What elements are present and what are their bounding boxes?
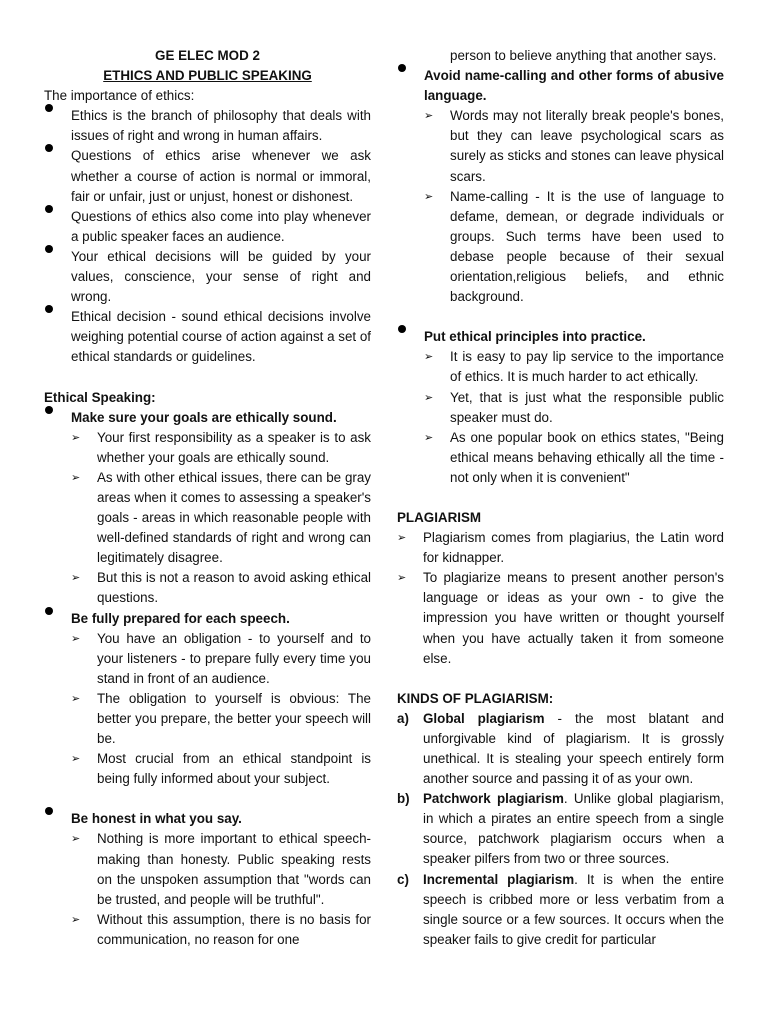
kind-item	[397, 789, 724, 869]
arrow-bullet-icon: ➢	[71, 572, 81, 585]
arrow-bullet-icon: ➢	[397, 532, 407, 545]
sub-item: ➢ It is easy to pay lip service to the importance of ethics. It is much harder to act ethically.	[424, 349, 724, 385]
arrow-bullet-icon: ➢	[71, 692, 81, 705]
arrow-bullet-icon: ➢	[71, 431, 81, 444]
arrow-bullet-icon: ➢	[424, 190, 434, 203]
arrow-bullet-icon: ➢	[71, 471, 81, 484]
kind-marker: c)	[397, 871, 409, 887]
right-column	[397, 46, 724, 950]
bullet-icon	[398, 64, 406, 72]
sub-item: ➢ Most crucial from an ethical standpoint is being fully informed about your subject.	[71, 751, 371, 787]
arrow-bullet-icon: ➢	[71, 632, 81, 645]
kind-item	[397, 709, 724, 789]
list-item: Put ethical principles into practice.	[397, 327, 724, 347]
list-item: Be honest in what you say.	[44, 809, 371, 829]
list-item: Questions of ethics arise whenever we ask whether a course of action is normal or immoral, fair or unfair, just or unjust, honest or dishonest.	[44, 146, 371, 206]
arrow-bullet-icon: ➢	[424, 391, 434, 404]
sub-item: ➢ Without this assumption, there is no basis for communication, no reason for one	[71, 911, 371, 947]
bullet-icon	[45, 406, 53, 414]
sub-item: ➢ Name-calling - It is the use of language to defame, demean, or degrade individuals or groups. Such terms have been used to debase people because of their sexual orientation,religious beliefs, and ethnic background.	[424, 188, 724, 305]
continued-text: person to believe anything that another says.	[450, 48, 717, 63]
sub-item: ➢ Plagiarism comes from plagiarius, the Latin word for kidnapper.	[397, 530, 724, 566]
section-heading: Ethical Speaking:	[44, 389, 156, 405]
arrow-bullet-icon: ➢	[71, 833, 81, 846]
kind-text: . It is when the entire speech is cribbed more or less verbatim from a single source or a few sources. It occurs when the speaker fails to give credit for particular	[423, 871, 724, 947]
intro-label: The importance of ethics:	[44, 88, 195, 104]
sub-item: ➢ As with other ethical issues, there can be gray areas when it comes to assessing a speaker's goals - areas in which reasonable people with well-defined standards of right and wrong can legitimately disagree.	[71, 469, 371, 566]
list-item: Ethics is the branch of philosophy that deals with issues of right and wrong in human affairs.	[44, 106, 371, 146]
kind-term: Incremental plagiarism	[423, 871, 575, 887]
module-subtitle: ETHICS AND PUBLIC SPEAKING	[103, 68, 312, 84]
sub-item: ➢ Words may not literally break people's bones, but they can leave psychological scars as surely as sticks and stones can leave physical scars.	[424, 108, 724, 184]
arrow-bullet-icon: ➢	[71, 913, 81, 926]
kind-term: Global plagiarism	[423, 710, 545, 726]
arrow-bullet-icon: ➢	[424, 431, 434, 444]
bullet-icon	[398, 325, 406, 333]
kind-text: . Unlike global plagiarism, in which a pirates an entire speech from a single source, patchwork plagiarism occurs when a speaker pilfers from two or three sources.	[423, 791, 724, 867]
bullet-icon	[45, 607, 53, 615]
bullet-icon	[45, 245, 53, 253]
bullet-icon	[45, 205, 53, 213]
kind-marker: a)	[397, 710, 409, 726]
kind-marker: b)	[397, 791, 410, 807]
list-item: Your ethical decisions will be guided by your values, conscience, your sense of right and wrong.	[44, 247, 371, 307]
arrow-bullet-icon: ➢	[424, 351, 434, 364]
list-item: Ethical decision - sound ethical decisions involve weighing potential course of action against a set of ethical standards or guidelines.	[44, 307, 371, 367]
bullet-icon	[45, 104, 53, 112]
list-item: Avoid name-calling and other forms of abusive language.	[397, 66, 724, 106]
arrow-bullet-icon: ➢	[397, 572, 407, 585]
left-column	[44, 46, 371, 950]
sub-item: ➢ You have an obligation - to yourself and to your listeners - to prepare fully every time you stand in front of an audience.	[71, 630, 371, 686]
bullet-icon	[45, 807, 53, 815]
list-item: Be fully prepared for each speech.	[44, 609, 371, 629]
kind-text: - the most blatant and unforgivable kind of plagiarism. It is grossly unethical. It is stealing your speech entirely form another source and passing it of as your own.	[423, 710, 724, 787]
module-title: GE ELEC MOD 2	[155, 48, 260, 63]
sub-item: ➢ The obligation to yourself is obvious: The better you prepare, the better your speech will be.	[71, 690, 371, 747]
arrow-bullet-icon: ➢	[71, 753, 81, 766]
section-heading: KINDS OF PLAGIARISM:	[397, 690, 554, 706]
list-item: Make sure your goals are ethically sound.	[44, 408, 371, 428]
sub-item: ➢ Your first responsibility as a speaker is to ask whether your goals are ethically sound.	[71, 429, 371, 465]
list-item: Questions of ethics also come into play whenever a public speaker faces an audience.	[44, 207, 371, 247]
sub-item: ➢ But this is not a reason to avoid asking ethical questions.	[71, 570, 371, 606]
sub-item: ➢ As one popular book on ethics states, "Being ethical means behaving ethically all the time - not only when it is convenient"	[424, 429, 724, 485]
kind-term: Patchwork plagiarism	[423, 791, 564, 807]
sub-item: ➢ To plagiarize means to present another person's language or ideas as your own - to give the impression you have written or thought yourself when you have actually taken it from someone else.	[397, 570, 724, 666]
section-heading: PLAGIARISM	[397, 509, 482, 525]
sub-item: ➢ Nothing is more important to ethical speech-making than honesty. Public speaking rests on the unspoken assumption that "words can be trusted, and people will be truthful".	[71, 831, 371, 907]
sub-item: ➢ Yet, that is just what the responsible public speaker must do.	[424, 389, 724, 425]
kind-item	[397, 870, 724, 950]
bullet-icon	[45, 305, 53, 313]
arrow-bullet-icon: ➢	[424, 110, 434, 123]
bullet-icon	[45, 144, 53, 152]
